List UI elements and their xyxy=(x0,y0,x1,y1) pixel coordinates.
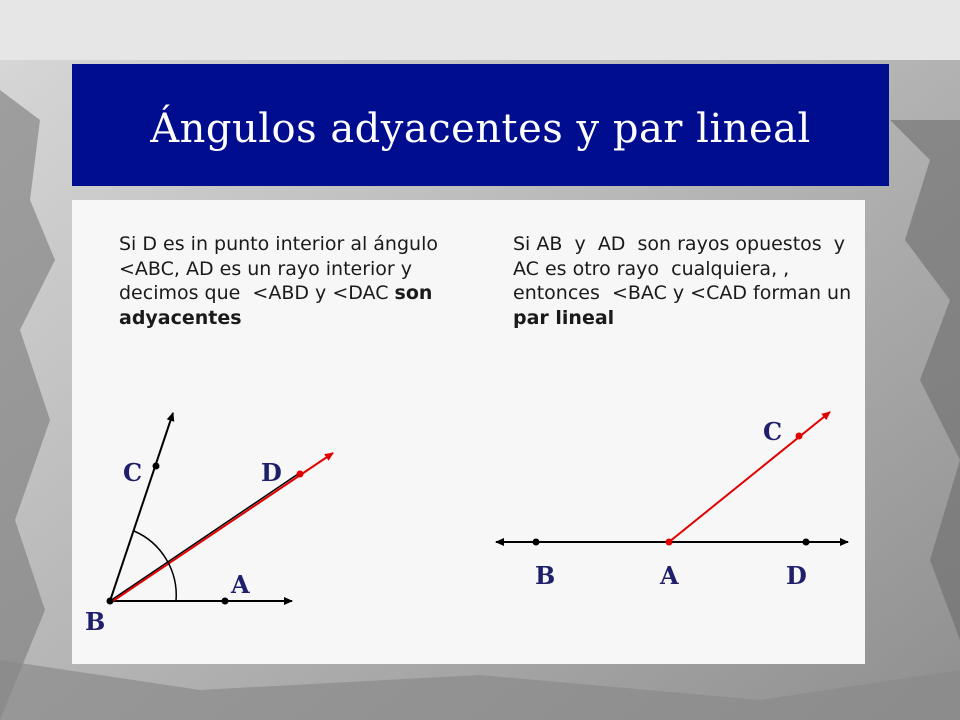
point-d xyxy=(297,471,304,478)
label-d-left: D xyxy=(261,458,282,487)
label-a-right: A xyxy=(660,561,679,590)
ray-bd-black xyxy=(110,474,298,601)
point-c xyxy=(153,463,160,470)
point-d-right xyxy=(803,539,810,546)
linear-pair-diagram xyxy=(496,412,848,590)
label-c-right: C xyxy=(763,417,783,446)
point-a xyxy=(222,598,229,605)
ray-ac-red xyxy=(669,412,830,542)
linear-pair-text-plain: Si AB y AD son rayos opuestos y AC es otro rayo cualquiera, , entonces <BAC y <CAD forman un xyxy=(513,233,858,304)
adjacent-text-bold: son adyacentes xyxy=(119,282,440,329)
linear-pair-text-bold: par lineal xyxy=(513,306,615,329)
point-b-right xyxy=(533,539,540,546)
slide-title: Ángulos adyacentes y par lineal xyxy=(150,106,811,152)
angle-arc xyxy=(134,531,176,601)
label-c-left: C xyxy=(123,458,143,487)
label-b-right: B xyxy=(535,561,556,590)
adjacent-text-plain: Si D es in punto interior al ángulo <ABC, AD es un rayo interior y decimos que <ABD y <DAC xyxy=(119,233,445,304)
point-a-right xyxy=(666,539,673,546)
label-d-right: D xyxy=(786,561,807,590)
point-b xyxy=(107,598,114,605)
label-a-left: A xyxy=(231,570,250,599)
point-c-right xyxy=(796,433,803,440)
adjacent-angles-diagram xyxy=(85,413,333,636)
label-b-left: B xyxy=(85,607,106,636)
ray-bc xyxy=(110,413,173,601)
